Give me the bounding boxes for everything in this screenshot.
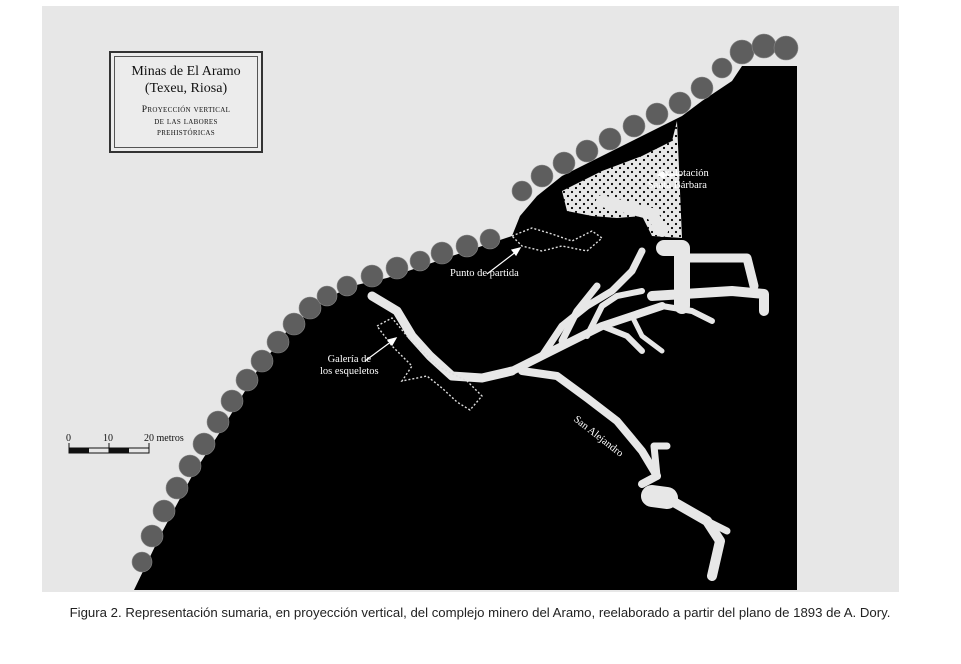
scale-tick-0: 0 — [66, 433, 71, 444]
label-punto-de-partida: Punto de partida — [450, 268, 519, 279]
map-title-box — [109, 51, 263, 153]
map-title: Minas de El Aramo — [131, 64, 241, 79]
figure-caption: Figura 2. Representación sumaria, en proyección vertical, del complejo minero del Aramo, reelaborado a partir del plano de 1893 de A. Dory. — [69, 605, 891, 620]
label-galeria: Galería de los esqueletos — [320, 354, 379, 377]
scale-bar — [69, 443, 149, 453]
map-subtitle: Proyección vertical de las labores prehistóricas — [141, 105, 231, 138]
map-figure — [42, 6, 899, 592]
map-location: (Texeu, Riosa) — [144, 81, 228, 96]
label-san-alejandro: San Alejandro — [571, 414, 626, 460]
scale-tick-20: 20 metros — [144, 433, 184, 444]
scale-tick-10: 10 — [103, 433, 113, 444]
label-explotacion: Explotación Santa Bárbara — [647, 168, 709, 191]
